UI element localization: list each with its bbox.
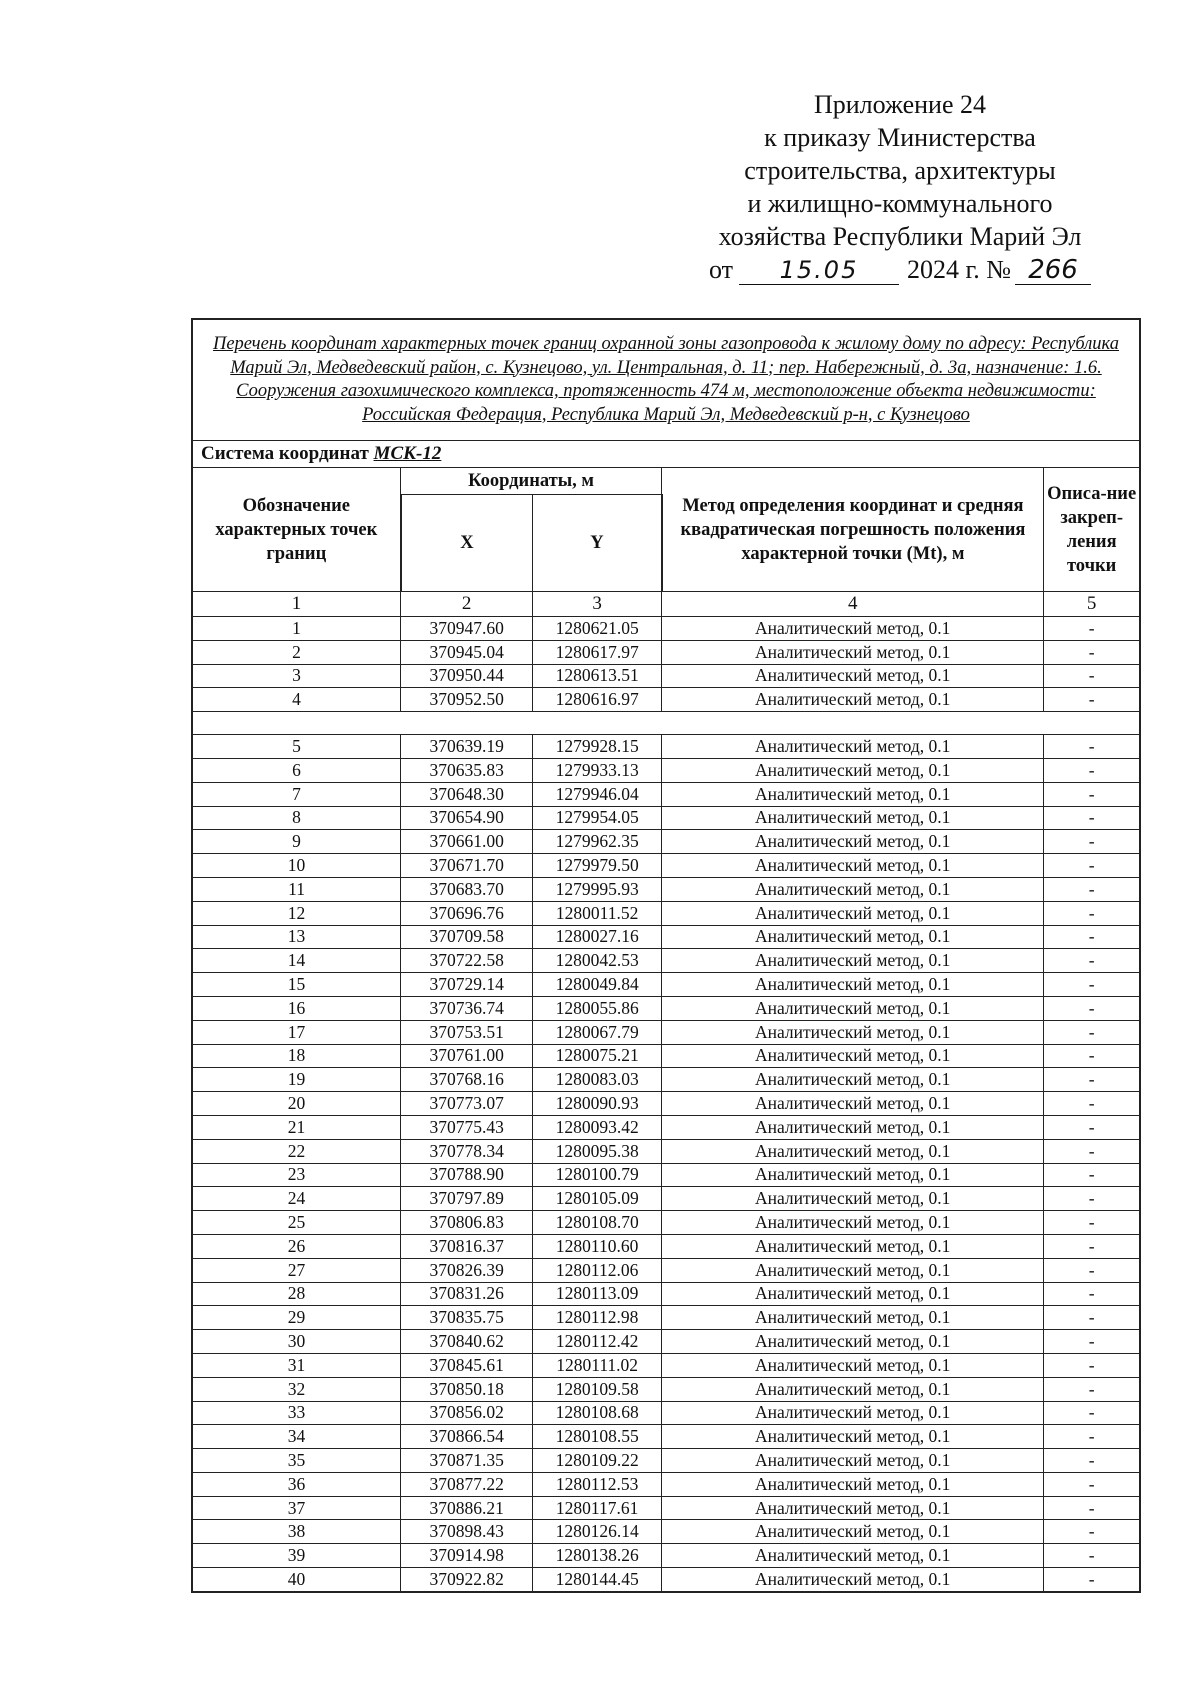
x-coordinate-cell: 370850.18 — [401, 1377, 533, 1401]
description-cell: - — [1044, 782, 1140, 806]
point-number-cell: 40 — [192, 1568, 401, 1592]
header-y: Y — [533, 495, 662, 592]
point-number-cell: 38 — [192, 1520, 401, 1544]
method-cell: Аналитический метод, 0.1 — [662, 949, 1044, 973]
method-cell: Аналитический метод, 0.1 — [662, 806, 1044, 830]
description-cell: - — [1044, 1401, 1140, 1425]
table-row — [192, 1520, 1140, 1544]
y-coordinate-cell: 1280112.98 — [533, 1306, 662, 1330]
x-coordinate-cell: 370709.58 — [401, 925, 533, 949]
y-coordinate-cell: 1280075.21 — [533, 1044, 662, 1068]
point-number-cell: 9 — [192, 830, 401, 854]
description-cell: - — [1044, 1330, 1140, 1354]
point-number-cell: 17 — [192, 1020, 401, 1044]
y-coordinate-cell: 1280090.93 — [533, 1092, 662, 1116]
method-cell: Аналитический метод, 0.1 — [662, 1187, 1044, 1211]
point-number-cell: 39 — [192, 1544, 401, 1568]
method-cell: Аналитический метод, 0.1 — [662, 1377, 1044, 1401]
point-number-cell: 12 — [192, 901, 401, 925]
description-cell: - — [1044, 1092, 1140, 1116]
column-number: 5 — [1044, 592, 1140, 617]
point-number-cell: 10 — [192, 854, 401, 878]
x-coordinate-cell: 370952.50 — [401, 688, 533, 712]
x-coordinate-cell: 370806.83 — [401, 1211, 533, 1235]
table-row — [192, 925, 1140, 949]
y-coordinate-cell: 1280095.38 — [533, 1139, 662, 1163]
table-row — [192, 901, 1140, 925]
method-cell: Аналитический метод, 0.1 — [662, 996, 1044, 1020]
description-cell: - — [1044, 1472, 1140, 1496]
y-coordinate-cell: 1279946.04 — [533, 782, 662, 806]
description-cell: - — [1044, 806, 1140, 830]
point-number-cell: 27 — [192, 1258, 401, 1282]
point-number-cell: 13 — [192, 925, 401, 949]
description-cell: - — [1044, 996, 1140, 1020]
table-row — [192, 1568, 1140, 1592]
description-cell: - — [1044, 664, 1140, 688]
table-row — [192, 1068, 1140, 1092]
x-coordinate-cell: 370635.83 — [401, 758, 533, 782]
x-coordinate-cell: 370950.44 — [401, 664, 533, 688]
description-cell: - — [1044, 949, 1140, 973]
point-number-cell: 29 — [192, 1306, 401, 1330]
x-coordinate-cell: 370835.75 — [401, 1306, 533, 1330]
method-cell: Аналитический метод, 0.1 — [662, 735, 1044, 759]
description-cell: - — [1044, 1187, 1140, 1211]
description-cell: - — [1044, 1211, 1140, 1235]
description-cell: - — [1044, 1520, 1140, 1544]
document-header — [660, 88, 1140, 286]
method-cell: Аналитический метод, 0.1 — [662, 1472, 1044, 1496]
x-coordinate-cell: 370831.26 — [401, 1282, 533, 1306]
x-coordinate-cell: 370871.35 — [401, 1449, 533, 1473]
description-cell: - — [1044, 925, 1140, 949]
description-cell: - — [1044, 758, 1140, 782]
table-row — [192, 949, 1140, 973]
method-cell: Аналитический метод, 0.1 — [662, 1520, 1044, 1544]
y-coordinate-cell: 1280144.45 — [533, 1568, 662, 1592]
y-coordinate-cell: 1280108.55 — [533, 1425, 662, 1449]
y-coordinate-cell: 1279979.50 — [533, 854, 662, 878]
x-coordinate-cell: 370840.62 — [401, 1330, 533, 1354]
point-number-cell: 7 — [192, 782, 401, 806]
point-number-cell: 5 — [192, 735, 401, 759]
y-coordinate-cell: 1280042.53 — [533, 949, 662, 973]
y-coordinate-cell: 1280109.58 — [533, 1377, 662, 1401]
description-cell: - — [1044, 1139, 1140, 1163]
description-cell: - — [1044, 973, 1140, 997]
method-cell: Аналитический метод, 0.1 — [662, 830, 1044, 854]
coordinate-system-label: Система координат — [201, 443, 369, 464]
y-coordinate-cell: 1280616.97 — [533, 688, 662, 712]
point-number-cell: 15 — [192, 973, 401, 997]
description-cell: - — [1044, 1068, 1140, 1092]
point-number-cell: 21 — [192, 1115, 401, 1139]
x-coordinate-cell: 370845.61 — [401, 1353, 533, 1377]
table-row — [192, 1258, 1140, 1282]
x-coordinate-cell: 370736.74 — [401, 996, 533, 1020]
method-cell: Аналитический метод, 0.1 — [662, 640, 1044, 664]
x-coordinate-cell: 370914.98 — [401, 1544, 533, 1568]
method-cell: Аналитический метод, 0.1 — [662, 1139, 1044, 1163]
method-cell: Аналитический метод, 0.1 — [662, 1330, 1044, 1354]
y-coordinate-cell: 1280055.86 — [533, 996, 662, 1020]
description-cell: - — [1044, 617, 1140, 641]
table-row — [192, 1044, 1140, 1068]
point-number-cell: 32 — [192, 1377, 401, 1401]
y-coordinate-cell: 1280100.79 — [533, 1163, 662, 1187]
description-cell: - — [1044, 1115, 1140, 1139]
y-coordinate-cell: 1280027.16 — [533, 925, 662, 949]
y-coordinate-cell: 1280108.70 — [533, 1211, 662, 1235]
coordinates-table — [191, 318, 1141, 1593]
description-cell: - — [1044, 735, 1140, 759]
x-coordinate-cell: 370886.21 — [401, 1496, 533, 1520]
table-row — [192, 1306, 1140, 1330]
point-number-cell: 23 — [192, 1163, 401, 1187]
y-coordinate-cell: 1280126.14 — [533, 1520, 662, 1544]
point-number-cell: 11 — [192, 877, 401, 901]
handwritten-date: 15.05 — [739, 256, 899, 285]
table-row — [192, 664, 1140, 688]
x-coordinate-cell: 370729.14 — [401, 973, 533, 997]
point-number-cell: 31 — [192, 1353, 401, 1377]
column-number: 3 — [533, 592, 662, 617]
description-cell: - — [1044, 1020, 1140, 1044]
y-coordinate-cell: 1280117.61 — [533, 1496, 662, 1520]
description-cell: - — [1044, 1496, 1140, 1520]
coordinate-system-row — [192, 441, 1140, 468]
x-coordinate-cell: 370816.37 — [401, 1234, 533, 1258]
point-number-cell: 1 — [192, 617, 401, 641]
description-cell: - — [1044, 830, 1140, 854]
table-row — [192, 1211, 1140, 1235]
year-and-number-label: 2024 г. № — [906, 255, 1012, 284]
x-coordinate-cell: 370826.39 — [401, 1258, 533, 1282]
table-row — [192, 1401, 1140, 1425]
point-number-cell: 20 — [192, 1092, 401, 1116]
point-number-cell: 26 — [192, 1234, 401, 1258]
table-row — [192, 1020, 1140, 1044]
description-cell: - — [1044, 640, 1140, 664]
y-coordinate-cell: 1280621.05 — [533, 617, 662, 641]
point-number-cell: 3 — [192, 664, 401, 688]
x-coordinate-cell: 370922.82 — [401, 1568, 533, 1592]
point-number-cell: 36 — [192, 1472, 401, 1496]
description-cell: - — [1044, 1353, 1140, 1377]
x-coordinate-cell: 370856.02 — [401, 1401, 533, 1425]
point-number-cell: 4 — [192, 688, 401, 712]
y-coordinate-cell: 1280049.84 — [533, 973, 662, 997]
x-coordinate-cell: 370671.70 — [401, 854, 533, 878]
table-row — [192, 996, 1140, 1020]
description-cell: - — [1044, 688, 1140, 712]
table-row — [192, 1139, 1140, 1163]
group-separator-row — [192, 712, 1140, 735]
x-coordinate-cell: 370773.07 — [401, 1092, 533, 1116]
method-cell: Аналитический метод, 0.1 — [662, 854, 1044, 878]
description-cell: - — [1044, 1377, 1140, 1401]
y-coordinate-cell: 1279928.15 — [533, 735, 662, 759]
x-coordinate-cell: 370654.90 — [401, 806, 533, 830]
y-coordinate-cell: 1280112.53 — [533, 1472, 662, 1496]
x-coordinate-cell: 370898.43 — [401, 1520, 533, 1544]
y-coordinate-cell: 1279962.35 — [533, 830, 662, 854]
method-cell: Аналитический метод, 0.1 — [662, 1020, 1044, 1044]
table-row — [192, 1544, 1140, 1568]
method-cell: Аналитический метод, 0.1 — [662, 1092, 1044, 1116]
method-cell: Аналитический метод, 0.1 — [662, 1044, 1044, 1068]
table-row — [192, 735, 1140, 759]
point-number-cell: 16 — [192, 996, 401, 1020]
table-row — [192, 830, 1140, 854]
description-cell: - — [1044, 1258, 1140, 1282]
point-number-cell: 25 — [192, 1211, 401, 1235]
description-cell: - — [1044, 1425, 1140, 1449]
method-cell: Аналитический метод, 0.1 — [662, 1353, 1044, 1377]
table-row — [192, 1115, 1140, 1139]
order-date-line — [660, 253, 1140, 286]
header-method: Метод определения координат и средняя квадратическая погрешность положения характерной точки (Mt), м — [662, 468, 1044, 592]
point-number-cell: 33 — [192, 1401, 401, 1425]
appendix-title: Приложение 24 — [813, 90, 987, 119]
y-coordinate-cell: 1280067.79 — [533, 1020, 662, 1044]
method-cell: Аналитический метод, 0.1 — [662, 973, 1044, 997]
y-coordinate-cell: 1280138.26 — [533, 1544, 662, 1568]
description-cell: - — [1044, 1234, 1140, 1258]
table-row — [192, 806, 1140, 830]
table-row — [192, 688, 1140, 712]
table-row — [192, 1163, 1140, 1187]
point-number-cell: 6 — [192, 758, 401, 782]
table-row — [192, 877, 1140, 901]
column-numbers-row — [192, 592, 1140, 617]
description-cell: - — [1044, 877, 1140, 901]
method-cell: Аналитический метод, 0.1 — [662, 901, 1044, 925]
y-coordinate-cell: 1280113.09 — [533, 1282, 662, 1306]
y-coordinate-cell: 1280111.02 — [533, 1353, 662, 1377]
table-row — [192, 973, 1140, 997]
y-coordinate-cell: 1280613.51 — [533, 664, 662, 688]
description-cell: - — [1044, 1544, 1140, 1568]
method-cell: Аналитический метод, 0.1 — [662, 1306, 1044, 1330]
x-coordinate-cell: 370797.89 — [401, 1187, 533, 1211]
point-number-cell: 14 — [192, 949, 401, 973]
y-coordinate-cell: 1279954.05 — [533, 806, 662, 830]
method-cell: Аналитический метод, 0.1 — [662, 1258, 1044, 1282]
x-coordinate-cell: 370877.22 — [401, 1472, 533, 1496]
description-cell: - — [1044, 1282, 1140, 1306]
x-coordinate-cell: 370788.90 — [401, 1163, 533, 1187]
point-number-cell: 22 — [192, 1139, 401, 1163]
method-cell: Аналитический метод, 0.1 — [662, 1449, 1044, 1473]
table-row — [192, 1234, 1140, 1258]
ministry-name-part2: и жилищно-коммунального — [747, 189, 1053, 218]
y-coordinate-cell: 1280083.03 — [533, 1068, 662, 1092]
coordinate-system-value: МСК-12 — [373, 443, 442, 464]
description-cell: - — [1044, 1568, 1140, 1592]
y-coordinate-cell: 1280105.09 — [533, 1187, 662, 1211]
table-row — [192, 1187, 1140, 1211]
x-coordinate-cell: 370866.54 — [401, 1425, 533, 1449]
y-coordinate-cell: 1280109.22 — [533, 1449, 662, 1473]
point-number-cell: 34 — [192, 1425, 401, 1449]
x-coordinate-cell: 370722.58 — [401, 949, 533, 973]
date-prefix: от — [708, 255, 733, 284]
header-x: X — [401, 495, 533, 592]
x-coordinate-cell: 370696.76 — [401, 901, 533, 925]
x-coordinate-cell: 370947.60 — [401, 617, 533, 641]
table-row — [192, 1092, 1140, 1116]
order-reference: к приказу Министерства — [764, 123, 1036, 152]
method-cell: Аналитический метод, 0.1 — [662, 1544, 1044, 1568]
table-row — [192, 1330, 1140, 1354]
x-coordinate-cell: 370761.00 — [401, 1044, 533, 1068]
table-row — [192, 1496, 1140, 1520]
table-row — [192, 617, 1140, 641]
method-cell: Аналитический метод, 0.1 — [662, 1211, 1044, 1235]
x-coordinate-cell: 370639.19 — [401, 735, 533, 759]
point-number-cell: 2 — [192, 640, 401, 664]
point-number-cell: 19 — [192, 1068, 401, 1092]
table-row — [192, 1282, 1140, 1306]
handwritten-order-number: 266 — [1015, 256, 1091, 285]
x-coordinate-cell: 370775.43 — [401, 1115, 533, 1139]
method-cell: Аналитический метод, 0.1 — [662, 1496, 1044, 1520]
method-cell: Аналитический метод, 0.1 — [662, 1163, 1044, 1187]
method-cell: Аналитический метод, 0.1 — [662, 1068, 1044, 1092]
method-cell: Аналитический метод, 0.1 — [662, 1568, 1044, 1592]
y-coordinate-cell: 1280011.52 — [533, 901, 662, 925]
y-coordinate-cell: 1280617.97 — [533, 640, 662, 664]
point-number-cell: 37 — [192, 1496, 401, 1520]
method-cell: Аналитический метод, 0.1 — [662, 688, 1044, 712]
method-cell: Аналитический метод, 0.1 — [662, 1425, 1044, 1449]
group-separator-cell — [192, 712, 1140, 735]
description-cell: - — [1044, 854, 1140, 878]
point-number-cell: 8 — [192, 806, 401, 830]
column-number: 4 — [662, 592, 1044, 617]
table-row — [192, 758, 1140, 782]
table-row — [192, 1377, 1140, 1401]
method-cell: Аналитический метод, 0.1 — [662, 1401, 1044, 1425]
method-cell: Аналитический метод, 0.1 — [662, 664, 1044, 688]
description-cell: - — [1044, 901, 1140, 925]
table-row — [192, 1472, 1140, 1496]
table-row — [192, 854, 1140, 878]
point-number-cell: 28 — [192, 1282, 401, 1306]
description-cell: - — [1044, 1044, 1140, 1068]
point-number-cell: 18 — [192, 1044, 401, 1068]
x-coordinate-cell: 370778.34 — [401, 1139, 533, 1163]
method-cell: Аналитический метод, 0.1 — [662, 782, 1044, 806]
y-coordinate-cell: 1280093.42 — [533, 1115, 662, 1139]
table-row — [192, 1353, 1140, 1377]
point-number-cell: 35 — [192, 1449, 401, 1473]
method-cell: Аналитический метод, 0.1 — [662, 758, 1044, 782]
method-cell: Аналитический метод, 0.1 — [662, 1234, 1044, 1258]
point-number-cell: 24 — [192, 1187, 401, 1211]
y-coordinate-cell: 1280112.42 — [533, 1330, 662, 1354]
table-row — [192, 1449, 1140, 1473]
description-cell: - — [1044, 1306, 1140, 1330]
x-coordinate-cell: 370661.00 — [401, 830, 533, 854]
y-coordinate-cell: 1279995.93 — [533, 877, 662, 901]
ministry-name-part3: хозяйства Республики Марий Эл — [718, 222, 1082, 251]
header-points: Обозначение характерных точек границ — [192, 468, 401, 592]
table-row — [192, 782, 1140, 806]
y-coordinate-cell: 1280112.06 — [533, 1258, 662, 1282]
header-coordinates: Координаты, м — [401, 468, 662, 495]
x-coordinate-cell: 370768.16 — [401, 1068, 533, 1092]
method-cell: Аналитический метод, 0.1 — [662, 1282, 1044, 1306]
y-coordinate-cell: 1279933.13 — [533, 758, 662, 782]
table-caption: Перечень координат характерных точек границ охранной зоны газопровода к жилому дому по адресу: Республика Марий Эл, Медведевский район, с. Кузнецово, ул. Центральная, д. 11; пер. Набережный, д. 3а, назначение: 1.6. Сооружения газохимического комплекса, протяженность 474 м, местоположение объекта недвижимости: Российская Федерация, Республика Марий Эл, Медведевский р-н, с Кузнецово — [192, 319, 1140, 441]
column-number: 1 — [192, 592, 401, 617]
method-cell: Аналитический метод, 0.1 — [662, 617, 1044, 641]
column-number: 2 — [401, 592, 533, 617]
y-coordinate-cell: 1280108.68 — [533, 1401, 662, 1425]
x-coordinate-cell: 370648.30 — [401, 782, 533, 806]
x-coordinate-cell: 370945.04 — [401, 640, 533, 664]
table-row — [192, 1425, 1140, 1449]
method-cell: Аналитический метод, 0.1 — [662, 877, 1044, 901]
method-cell: Аналитический метод, 0.1 — [662, 1115, 1044, 1139]
header-description: Описа-ние закреп-ления точки — [1044, 468, 1140, 592]
ministry-name-part1: строительства, архитектуры — [744, 156, 1056, 185]
method-cell: Аналитический метод, 0.1 — [662, 925, 1044, 949]
point-number-cell: 30 — [192, 1330, 401, 1354]
y-coordinate-cell: 1280110.60 — [533, 1234, 662, 1258]
table-row — [192, 640, 1140, 664]
description-cell: - — [1044, 1449, 1140, 1473]
x-coordinate-cell: 370683.70 — [401, 877, 533, 901]
x-coordinate-cell: 370753.51 — [401, 1020, 533, 1044]
description-cell: - — [1044, 1163, 1140, 1187]
